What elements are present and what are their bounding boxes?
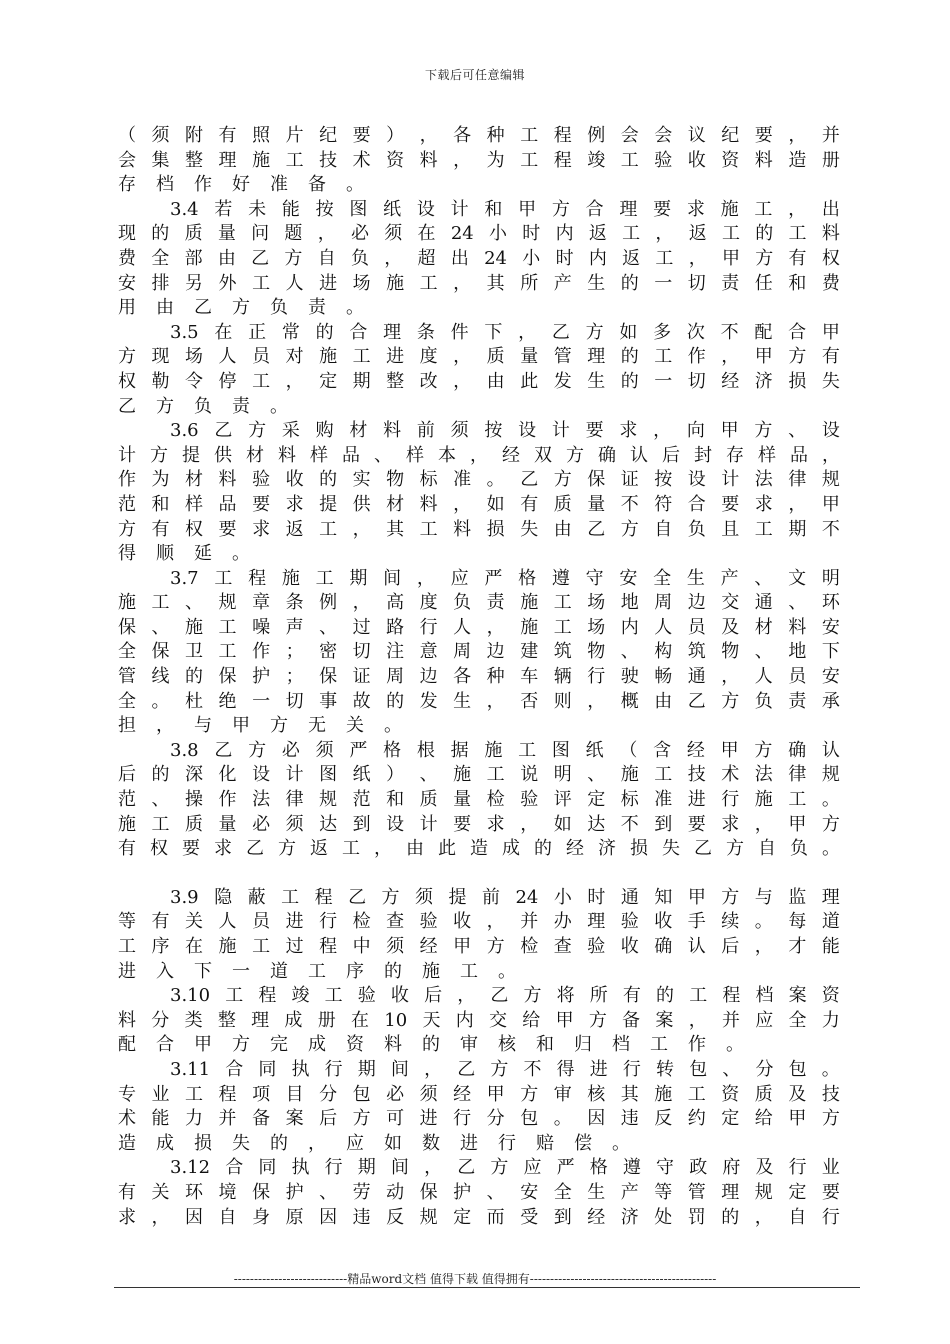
text-line: 范 和 样 品 要 求 提 供 材 料 ， 如 有 质 量 不 符 合 要 求 ， 甲 [118, 493, 840, 515]
text-line: 3.7 工 程 施 工 期 间 ， 应 严 格 遵 守 安 全 生 产 、 文 明 [170, 567, 840, 589]
text-line: 3.8 乙 方 必 须 严 格 根 据 施 工 图 纸 （ 含 经 甲 方 确 认 [170, 739, 840, 761]
text-line: （ 须 附 有 照 片 纪 要 ） ， 各 种 工 程 例 会 会 议 纪 要 ， 并 [118, 125, 840, 146]
text-line: 进 入 下 一 道 工 序 的 施 工 。 [118, 960, 516, 982]
text-line: 管 线 的 保 护 ； 保 证 周 边 各 种 车 辆 行 驶 畅 通 ， 人 员 安 [118, 666, 840, 688]
text-line: 工 序 在 施 工 过 程 中 须 经 甲 方 检 查 验 收 确 认 后 ， 才 能 [118, 936, 840, 957]
text-line: 计 方 提 供 材 料 样 品 、 样 本 ， 经 双 方 确 认 后 封 存 样 品 ， [118, 444, 840, 466]
text-line: 3.5 在 正 常 的 合 理 条 件 下 ， 乙 方 如 多 次 不 配 合 甲 [170, 321, 840, 343]
text-line: 术 能 力 并 备 案 后 方 可 进 行 分 包 。 因 违 反 约 定 给 甲 方 [118, 1108, 840, 1130]
text-line: 3.9 隐 蔽 工 程 乙 方 须 提 前 24 小 时 通 知 甲 方 与 监 理 [170, 886, 840, 908]
text-line: 权 勒 令 停 工 ， 定 期 整 改 ， 由 此 发 生 的 一 切 经 济 损 失 [118, 370, 840, 392]
text-line: 担 ， 与 甲 方 无 关 。 [118, 715, 402, 737]
text-line: 配 合 甲 方 完 成 资 料 的 审 核 和 归 档 工 作 。 [118, 1034, 744, 1056]
text-line: 现 的 质 量 问 题 ， 必 须 在 24 小 时 内 返 工 ， 返 工 的 工 料 [118, 223, 840, 245]
text-line: 3.11 合 同 执 行 期 间 ， 乙 方 不 得 进 行 转 包 、 分 包 。 [170, 1058, 840, 1080]
text-line: 3.6 乙 方 采 购 材 料 前 须 按 设 计 要 求 ， 向 甲 方 、 设 [170, 420, 840, 442]
text-line: 存 档 作 好 准 备 。 [118, 174, 364, 196]
text-line: 料 分 类 整 理 成 册 在 10 天 内 交 给 甲 方 备 案 ， 并 应 全 力 [118, 1009, 840, 1031]
text-line: 会 集 整 理 施 工 技 术 资 料 ， 为 工 程 竣 工 验 收 资 料 造 册 [118, 149, 840, 171]
text-line: 3.12 合 同 执 行 期 间 ， 乙 方 应 严 格 遵 守 政 府 及 行 业 [170, 1157, 840, 1179]
text-line: 范 、 操 作 法 律 规 范 和 质 量 检 验 评 定 标 准 进 行 施 工 。 [118, 789, 840, 811]
text-line: 费 全 部 由 乙 方 自 负 ， 超 出 24 小 时 内 返 工 ， 甲 方 有 权 [118, 247, 840, 269]
footer-divider [114, 1287, 860, 1288]
page-header: 下载后可任意编辑 [424, 68, 525, 82]
text-line: 保 、 施 工 噪 声 、 过 路 行 人 ， 施 工 场 内 人 员 及 材 料 安 [118, 616, 840, 638]
text-line: 3.4 若 未 能 按 图 纸 设 计 和 甲 方 合 理 要 求 施 工 ， 出 [170, 198, 840, 220]
text-line: 乙 方 负 责 。 [118, 395, 288, 417]
text-line: 专 业 工 程 项 目 分 包 必 须 经 甲 方 审 核 其 施 工 资 质 及 技 [118, 1083, 840, 1105]
text-line: 全 保 卫 工 作 ； 密 切 注 意 周 边 建 筑 物 、 构 筑 物 、 地 下 [118, 641, 840, 663]
text-line: 用 由 乙 方 负 责 。 [118, 297, 364, 319]
text-line: 后 的 深 化 设 计 图 纸 ） 、 施 工 说 明 、 施 工 技 术 法 律 规 [118, 764, 840, 786]
text-line: 得 顺 延 。 [118, 543, 250, 565]
text-line: 安 排 另 外 工 人 进 场 施 工 ， 其 所 产 生 的 一 切 责 任 和 费 [118, 272, 840, 294]
document-body [118, 124, 840, 1230]
text-line: 施 工 、 规 章 条 例 ， 高 度 负 责 施 工 场 地 周 边 交 通 、 环 [118, 592, 840, 614]
text-line: 方 现 场 人 员 对 施 工 进 度 ， 质 量 管 理 的 工 作 ， 甲 方 有 [118, 346, 840, 368]
text-line: 求 ， 因 自 身 原 因 违 反 规 定 而 受 到 经 济 处 罚 的 ， 自 行 [118, 1206, 840, 1228]
page-footer: ----------------------------精品word文档 值得下载 值得拥有---------------------------------------------- [233, 1272, 717, 1286]
text-line: 等 有 关 人 员 进 行 检 查 验 收 ， 并 办 理 验 收 手 续 。 每 道 [118, 911, 840, 933]
text-line: 作 为 材 料 验 收 的 实 物 标 准 。 乙 方 保 证 按 设 计 法 律 规 [118, 469, 840, 491]
text-line: 施 工 质 量 必 须 达 到 设 计 要 求 ， 如 达 不 到 要 求 ， 甲 方 [118, 813, 840, 835]
text-line: 造 成 损 失 的 ， 应 如 数 进 行 赔 偿 。 [118, 1132, 630, 1154]
text-line: 3.10 工 程 竣 工 验 收 后 ， 乙 方 将 所 有 的 工 程 档 案 资 [170, 985, 840, 1007]
text-line: 有 关 环 境 保 护 、 劳 动 保 护 、 安 全 生 产 等 管 理 规 定 要 [118, 1181, 840, 1203]
text-line: 方 有 权 要 求 返 工 ， 其 工 料 损 失 由 乙 方 自 负 且 工 期 不 [118, 518, 840, 540]
paragraph-gap [118, 862, 840, 886]
text-line: 全 。 杜 绝 一 切 事 故 的 发 生 ， 否 则 ， 概 由 乙 方 负 责 承 [118, 690, 840, 712]
text-line: 有 权 要 求 乙 方 返 工 ， 由 此 造 成 的 经 济 损 失 乙 方 自 负 。 [118, 838, 840, 860]
